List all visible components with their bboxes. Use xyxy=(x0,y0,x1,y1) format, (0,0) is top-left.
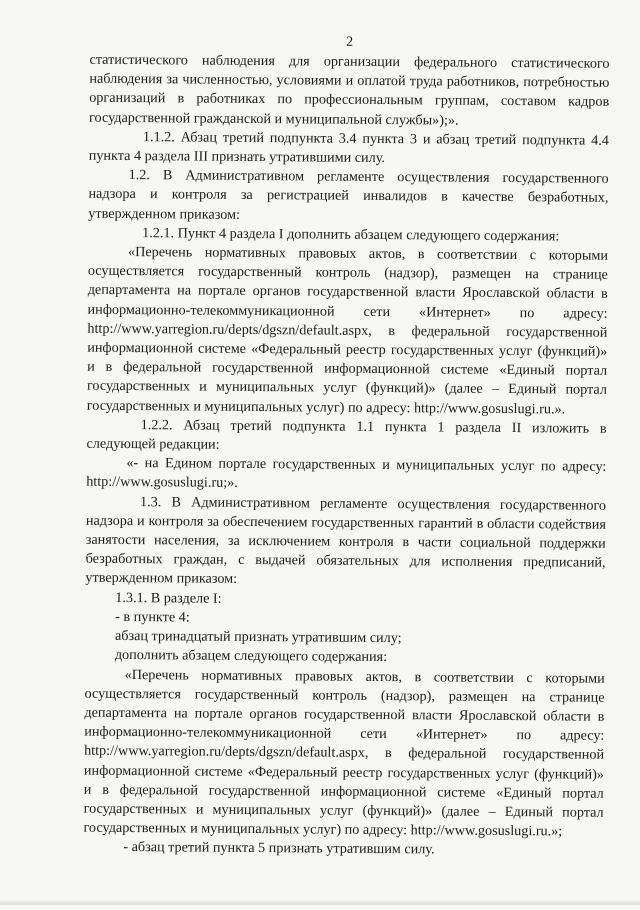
paragraph-1-2-1: 1.2.1. Пункт 4 раздела I дополнить абзацем следующего содержания: xyxy=(88,224,608,247)
paragraph-1-2: 1.2. В Административном регламенте осуществления государственного надзора и контроля за регистрацией инвалидов в качестве безработных, утвержденном приказом: xyxy=(88,166,608,228)
page-number: 2 xyxy=(90,33,610,53)
paragraph-add-abzac: дополнить абзацем следующего содержания: xyxy=(85,646,605,669)
paragraph-1-3-1: 1.3.1. В разделе I: xyxy=(85,588,605,611)
document-body xyxy=(83,51,609,862)
scan-edge-shadow xyxy=(0,899,640,905)
paragraph-point-5: - абзац третий пункта 5 признать утратившим силу. xyxy=(83,838,603,861)
paragraph-abzac-13: абзац тринадцатый признать утратившим силу; xyxy=(85,627,605,650)
paragraph-quote-list-of-acts-1: «Перечень нормативных правовых актов, в соответствии с которыми осуществляется государственный контроль (надзор), размещен на странице департамента на портале органов государственной власти Ярославской области в информационно-телекоммуникационной сети «Интернет» по адресу: http://www.yarregion.ru/depts/dgszn/default.aspx, в федеральной государственной информационной системе «Федеральный реестр государственных услуг (функций)» и в федеральной государственной информационной системе «Единый портал государственных и муниципальных услуг (функций)» (далее – Единый портал государственных и муниципальных услуг) по адресу: http://www.gosuslugi.ru.». xyxy=(87,243,608,420)
paragraph-in-point-4: - в пункте 4: xyxy=(85,608,605,631)
paragraph-1-1-2: 1.1.2. Абзац третий подпункта 3.4 пункта 3 и абзац третий подпункта 4.4 пункта 4 раздела III признать утратившими силу. xyxy=(89,128,609,170)
paragraph-quote-portal: «- на Едином портале государственных и муниципальных услуг по адресу: http://www.gosuslugi.ru;». xyxy=(86,454,606,496)
paragraph-1-1-1-continuation: статистического наблюдения для организации федерального статистического наблюдения за численностью, условиями и оплатой труда работников, потребностью организаций в работниках по профессиональным группам, составом кадров государственной гражданской и муниципальной службы»);». xyxy=(89,51,610,132)
paragraph-1-3: 1.3. В Административном регламенте осуществления государственного надзора и контроля за обеспечением государственных гарантий в области содействия занятости населения, за исключением контроля в части социальной поддержки безработных граждан, с выдачей обязательных для исполнения предписаний, утвержденном приказом: xyxy=(85,492,606,592)
paragraph-quote-list-of-acts-2: «Перечень нормативных правовых актов, в соответствии с которыми осуществляется государственный контроль (надзор), размещен на странице департамента на портале органов государственной власти Ярославской области в информационно-телекоммуникационной сети «Интернет» по адресу: http://www.yarregion.ru/depts/dgszn/default.aspx, в федеральной государственной информационной системе «Федеральный реестр государственных услуг (функций)» и в федеральной государственной информационной системе «Единый портал государственных и муниципальных услуг (функций)» (далее – Единый портал государственных и муниципальных услуг) по адресу: http://www.gosuslugi.ru.»; xyxy=(83,665,604,842)
paragraph-1-2-2: 1.2.2. Абзац третий подпункта 1.1 пункта 1 раздела II изложить в следующей редакции: xyxy=(86,416,606,458)
